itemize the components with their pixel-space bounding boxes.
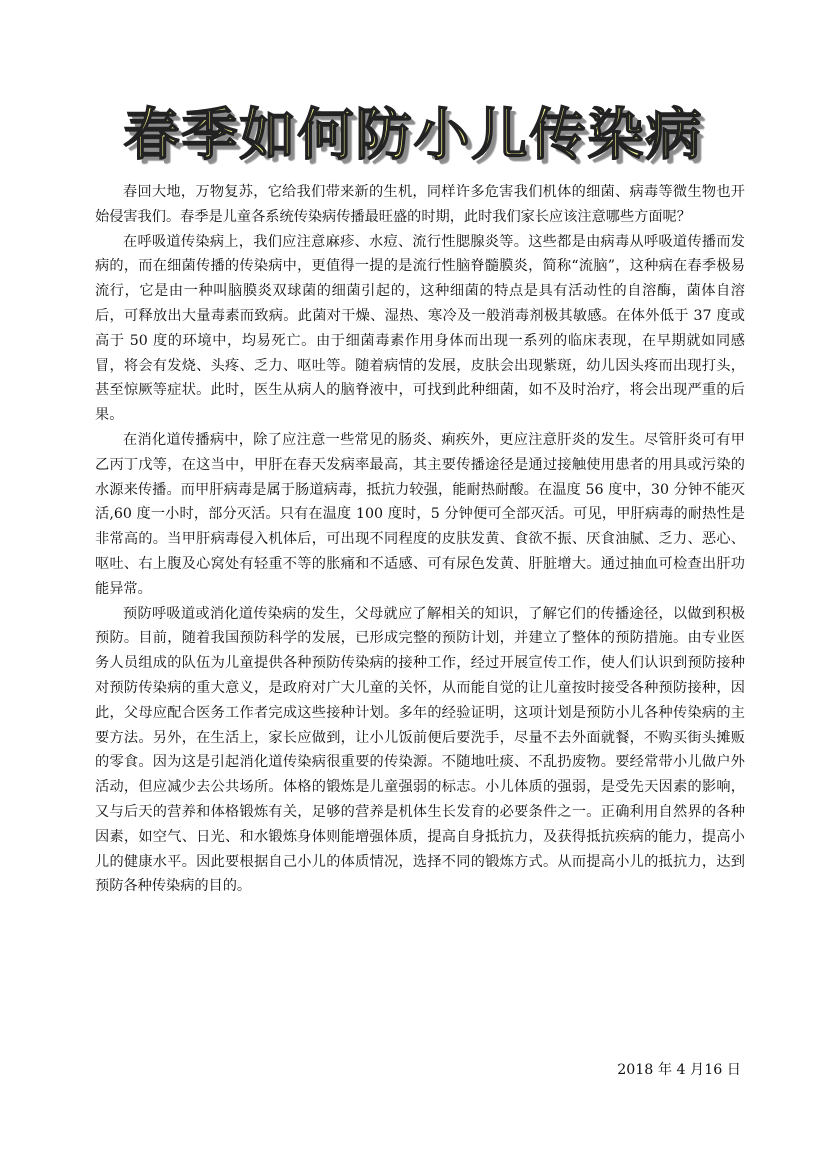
paragraph-respiratory: 在呼吸道传染病上，我们应注意麻疹、水痘、流行性腮腺炎等。这些都是由病毒从呼吸道传播而发病的，而在细菌传播的传染病中，更值得一提的是流行性脑脊髓膜炎，简称“流脑”，这种病在春季极易流行，它是由一种叫脑膜炎双球菌的细菌引起的，这种细菌的特点是具有活动性的自溶酶，菌体自溶后，可释放出大量毒素而致病。此菌对干燥、湿热、寒冷及一般消毒剂极其敏感。在体外低于 37 度或高于 50 度的环境中，均易死亡。由于细菌毒素作用身体而出现一系列的临床表现，在早期就如同感冒，将会有发烧、头疼、乏力、呕吐等。随着病情的发展，皮肤会出现紫斑，幼儿因头疼而出现打头，甚至惊厥等症状。此时，医生从病人的脑脊液中，可找到此种细菌，如不及时治疗，将会出现严重的后果。 <box>95 233 745 424</box>
paragraph-digestive: 在消化道传播病中，除了应注意一些常见的肠炎、痢疾外，更应注意肝炎的发生。尽管肝炎可有甲乙丙丁戊等，在这当中，甲肝在春天发病率最高，其主要传播途径是通过接触使用患者的用具或污染的水源来传播。而甲肝病毒是属于肠道病毒，抵抗力较强，能耐热耐酸。在温度 56 度中，30 分钟不能灭活,60 度一小时，部分灭活。只有在温度 100 度时，5 分钟便可全部灭活。可见，甲肝病毒的耐热性是非常高的。当甲肝病毒侵入机体后，可出现不同程度的皮肤发黄、食欲不振、厌食油腻、乏力、恶心、呕吐、右上腹及心窝处有轻重不等的胀痛和不适感、可有尿色发黄、肝脏增大。通过抽血可检查出肝功能异常。 <box>95 431 745 597</box>
paragraph-prevention: 预防呼吸道或消化道传染病的发生，父母就应了解相关的知识，了解它们的传播途径，以做到积极预防。目前，随着我国预防科学的发展，已形成完整的预防计划，并建立了整体的预防措施。由专业医务人员组成的队伍为儿童提供各种预防传染病的接种工作，经过开展宣传工作，使人们认识到预防接种对预防传染病的重大意义，是政府对广大儿童的关怀，从而能自觉的让儿童按时接受各种预防接种，因此，父母应配合医务工作者完成这些接种计划。多年的经验证明，这项计划是预防小儿各种传染病的主要方法。另外，在生活上，家长应做到，让小儿饭前便后要洗手，尽量不去外面就餐，不购买街头摊贩的零食。因为这是引起消化道传染病很重要的传染源。不随地吐痰、不乱扔废物。要经常带小儿做户外活动，但应减少去公共场所。体格的锻炼是儿童强弱的标志。小儿体质的强弱，是受先天因素的影响，又与后天的营养和体格锻炼有关，足够的营养是机体生长发育的必要条件之一。正确利用自然界的各种因素，如空气、日光、和水锻炼身体则能增强体质，提高自身抵抗力，及获得抵抗疾病的能力，提高小儿的健康水平。因此要根据自己小儿的体质情况，选择不同的锻炼方式。从而提高小儿的抵抗力，达到预防各种传染病的目的。 <box>95 605 745 895</box>
document-body <box>95 180 745 899</box>
paragraph-intro: 春回大地，万物复苏，它给我们带来新的生机，同样许多危害我们机体的细菌、病毒等微生物也开始侵害我们。春季是儿童各系统传染病传播最旺盛的时期，此时我们家长应该注意哪些方面呢？ <box>95 184 745 225</box>
document-title: 春季如何防小儿传染病 <box>123 102 704 168</box>
document-date: 2018 年 4 月16 日 <box>617 1062 741 1078</box>
